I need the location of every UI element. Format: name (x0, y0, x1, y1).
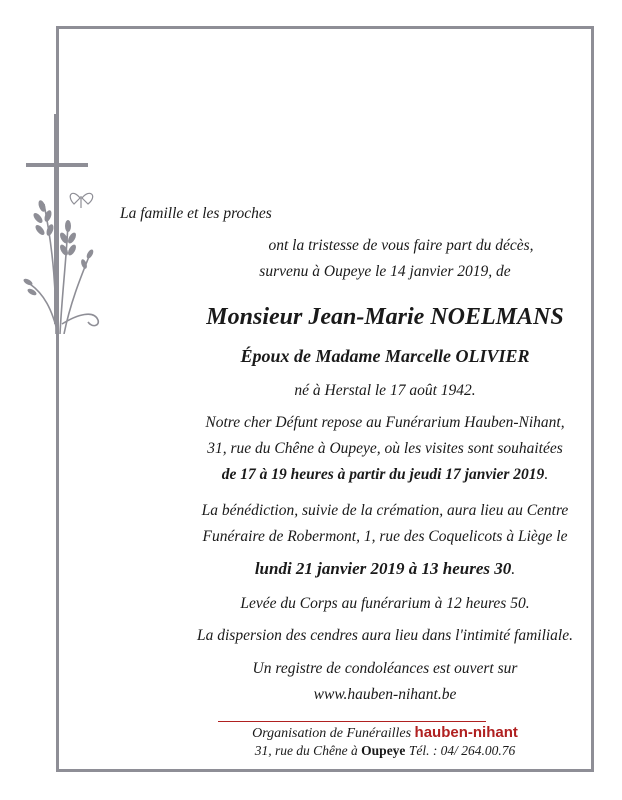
visits-end: . (544, 466, 549, 483)
repose-line-1: Notre cher Défunt repose au Funérarium Hauben-Nihant, (205, 414, 565, 431)
ceremony-line-1: La bénédiction, suivie de la crémation, aura lieu au Centre (201, 502, 569, 519)
footer-divider (218, 721, 486, 722)
ceremony-line-2: Funéraire de Robermont, 1, rue des Coquelicots à Liège le (202, 528, 568, 545)
spouse-line: Époux de Madame Marcelle OLIVIER (240, 346, 530, 366)
repose-line-2: 31, rue du Chêne à Oupeye, où les visites sont souhaitées (207, 440, 563, 457)
levee-line: Levée du Corps au funérarium à 12 heures 50. (240, 595, 530, 612)
address-prefix: 31, rue du Chêne à (254, 743, 358, 758)
org-prefix: Organisation de Funérailles (252, 726, 412, 741)
visits-line (0, 466, 622, 484)
birth-line: né à Herstal le 17 août 1942. (294, 382, 476, 399)
address-town: Oupeye (361, 743, 406, 758)
dispersion-line: La dispersion des cendres aura lieu dans l'intimité familiale. (196, 627, 573, 644)
ceremony-date: lundi 21 janvier 2019 à 13 heures 30 (254, 559, 512, 578)
announce-line-2: survenu à Oupeye le 14 janvier 2019, de (259, 263, 511, 280)
footer-address (0, 743, 622, 759)
registry-line: Un registre de condoléances est ouvert sur (252, 660, 518, 677)
phone: Tél. : 04/ 264.00.76 (408, 743, 516, 758)
visits-text: de 17 à 19 heures à partir du jeudi 17 janvier 2019 (221, 466, 545, 483)
website-link[interactable]: www.hauben-nihant.be (313, 686, 457, 703)
deceased-name: Monsieur Jean-Marie NOELMANS (206, 304, 564, 330)
intro-text: La famille et les proches (120, 205, 272, 222)
brand-name: hauben-nihant (414, 724, 518, 741)
footer-organisation (0, 724, 622, 742)
ceremony-end: . (511, 561, 516, 578)
cross-icon-bar (26, 163, 88, 167)
announce-line-1: ont la tristesse de vous faire part du décès, (268, 237, 534, 254)
ceremony-date-line (0, 559, 622, 579)
